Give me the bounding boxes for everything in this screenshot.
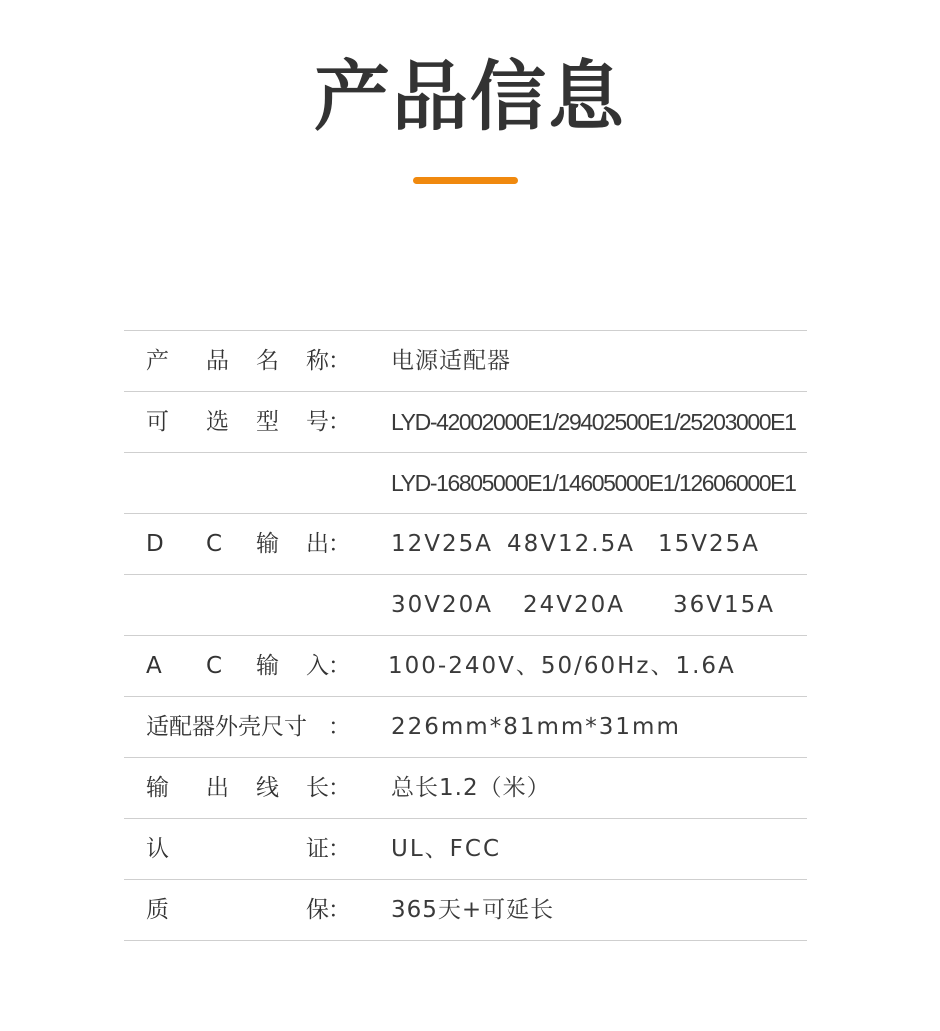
label-char: 出 (206, 775, 229, 801)
row-value: 总长1.2（米） (391, 775, 551, 801)
dc-output-spec: 36V15A (673, 592, 776, 618)
row-label (146, 392, 351, 452)
label-char: 可 (146, 409, 169, 435)
row-label (146, 636, 351, 696)
dc-output-spec: 12V25A (391, 531, 494, 557)
table-row-model-continued (124, 453, 807, 514)
label-char: 保 (306, 897, 329, 923)
row-value: LYD-42002000E1/29402500E1/25203000E1 (391, 409, 796, 435)
label-char: C (206, 653, 223, 679)
row-label (146, 331, 351, 391)
row-value: 365天+可延长 (391, 897, 555, 923)
label-colon: ： (328, 409, 351, 435)
row-label (146, 758, 351, 818)
table-row-housing-size (124, 697, 807, 758)
row-label (146, 819, 351, 879)
label-char: 选 (206, 409, 229, 435)
label-char: C (206, 531, 223, 557)
label-char: 证 (306, 836, 329, 862)
label-char: A (146, 653, 162, 679)
product-info-table (124, 330, 807, 941)
label-char: 输 (256, 653, 279, 679)
table-row-dc-output (124, 514, 807, 575)
label-char: 入 (306, 653, 329, 679)
label-text: 适配器外壳尺寸 (146, 714, 307, 740)
label-colon: ： (328, 714, 351, 740)
table-row-dc-output-continued (124, 575, 807, 636)
row-value: 电源适配器 (391, 348, 511, 374)
label-char: 线 (256, 775, 279, 801)
row-label (146, 880, 351, 940)
row-value: 226mm*81mm*31mm (391, 714, 681, 740)
table-row-product-name (124, 331, 807, 392)
label-char: 出 (306, 531, 329, 557)
title-underline-accent (413, 177, 518, 184)
label-char: 输 (146, 775, 169, 801)
label-colon: ： (328, 836, 351, 862)
label-char: 号 (306, 409, 329, 435)
row-label (146, 514, 351, 574)
table-row-model (124, 392, 807, 453)
label-colon: ： (328, 653, 351, 679)
label-colon: ： (328, 897, 351, 923)
dc-output-spec: 24V20A (523, 592, 626, 618)
row-value (391, 514, 791, 574)
page-title: 产品信息 (314, 52, 626, 141)
label-char: 名 (256, 348, 279, 374)
row-value: 100-240V、50/60Hz、1.6A (388, 653, 736, 679)
label-char: 长 (306, 775, 329, 801)
label-colon: ： (328, 531, 351, 557)
label-char: D (146, 531, 164, 557)
row-value: UL、FCC (391, 836, 501, 862)
table-row-ac-input (124, 636, 807, 697)
row-value: LYD-16805000E1/14605000E1/12606000E1 (391, 470, 796, 496)
table-row-cable-length (124, 758, 807, 819)
label-char: 产 (146, 348, 169, 374)
label-char: 质 (146, 897, 169, 923)
table-row-certification (124, 819, 807, 880)
dc-output-spec: 15V25A (658, 531, 761, 557)
label-char: 输 (256, 531, 279, 557)
label-char: 称 (306, 348, 329, 374)
dc-output-spec: 30V20A (391, 592, 494, 618)
label-char: 品 (206, 348, 229, 374)
row-label (146, 697, 351, 757)
label-colon: ： (328, 348, 351, 374)
dc-output-spec: 48V12.5A (507, 531, 635, 557)
label-char: 型 (256, 409, 279, 435)
table-row-warranty (124, 880, 807, 941)
label-colon: ： (328, 775, 351, 801)
row-value (391, 575, 791, 635)
label-char: 认 (146, 836, 169, 862)
